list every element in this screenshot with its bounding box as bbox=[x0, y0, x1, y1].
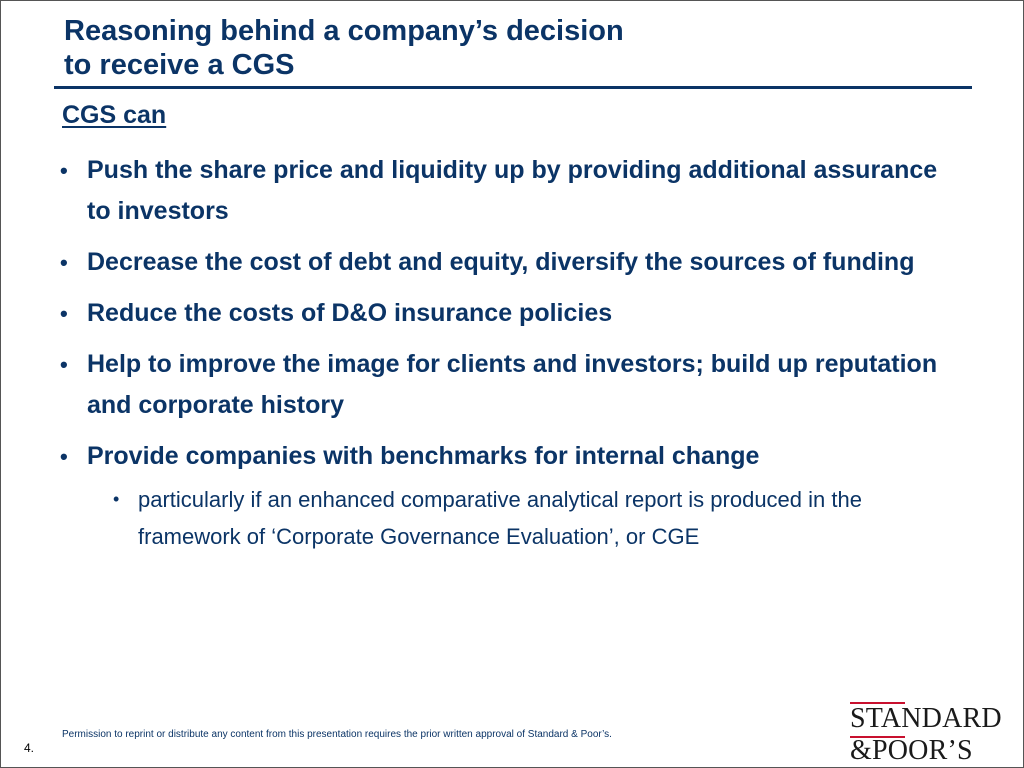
slide-title bbox=[64, 14, 624, 82]
title-line-1: Reasoning behind a company’s decision bbox=[64, 15, 624, 47]
bullet-item bbox=[58, 242, 938, 283]
bullet-item bbox=[58, 344, 938, 426]
bullet-text: Push the share price and liquidity up by providing additional assurance to investors bbox=[87, 156, 938, 225]
bullet-text: Provide companies with benchmarks for internal change bbox=[87, 442, 760, 470]
sub-bullet-container bbox=[58, 481, 938, 555]
title-line-2: to receive a CGS bbox=[64, 49, 295, 81]
bullet-glyph: • bbox=[60, 158, 68, 183]
bullet-glyph: • bbox=[60, 250, 68, 275]
bullet-item bbox=[58, 436, 938, 477]
bullet-list bbox=[58, 150, 938, 555]
bullet-item bbox=[58, 150, 938, 232]
sub-bullet-item bbox=[87, 481, 938, 555]
bullet-glyph: • bbox=[60, 352, 68, 377]
logo-line-1: STANDARD bbox=[850, 703, 1002, 734]
sub-bullet-text: particularly if an enhanced comparative analytical report is produced in the framework of ‘Corporate Governance Evaluation’, or CGE bbox=[138, 487, 862, 549]
sub-bullet-list bbox=[58, 481, 938, 555]
bullet-text: Decrease the cost of debt and equity, diversify the sources of funding bbox=[87, 248, 915, 276]
bullet-text: Reduce the costs of D&O insurance policies bbox=[87, 299, 613, 327]
page-number: 4. bbox=[24, 741, 35, 755]
subheading: CGS can bbox=[62, 101, 167, 129]
title-divider bbox=[54, 86, 972, 89]
bullet-glyph: • bbox=[60, 301, 68, 326]
bullet-glyph: • bbox=[60, 444, 68, 469]
logo-line-2: &POOR’S bbox=[850, 735, 973, 766]
bullet-text: Help to improve the image for clients and investors; build up reputation and corporate history bbox=[87, 350, 938, 419]
bullet-item bbox=[58, 293, 938, 334]
sub-bullet-glyph: • bbox=[113, 489, 120, 509]
standard-poors-logo bbox=[848, 700, 1000, 766]
permission-notice: Permission to reprint or distribute any content from this presentation requires the prior written approval of Standard & Poor’s. bbox=[62, 729, 612, 740]
